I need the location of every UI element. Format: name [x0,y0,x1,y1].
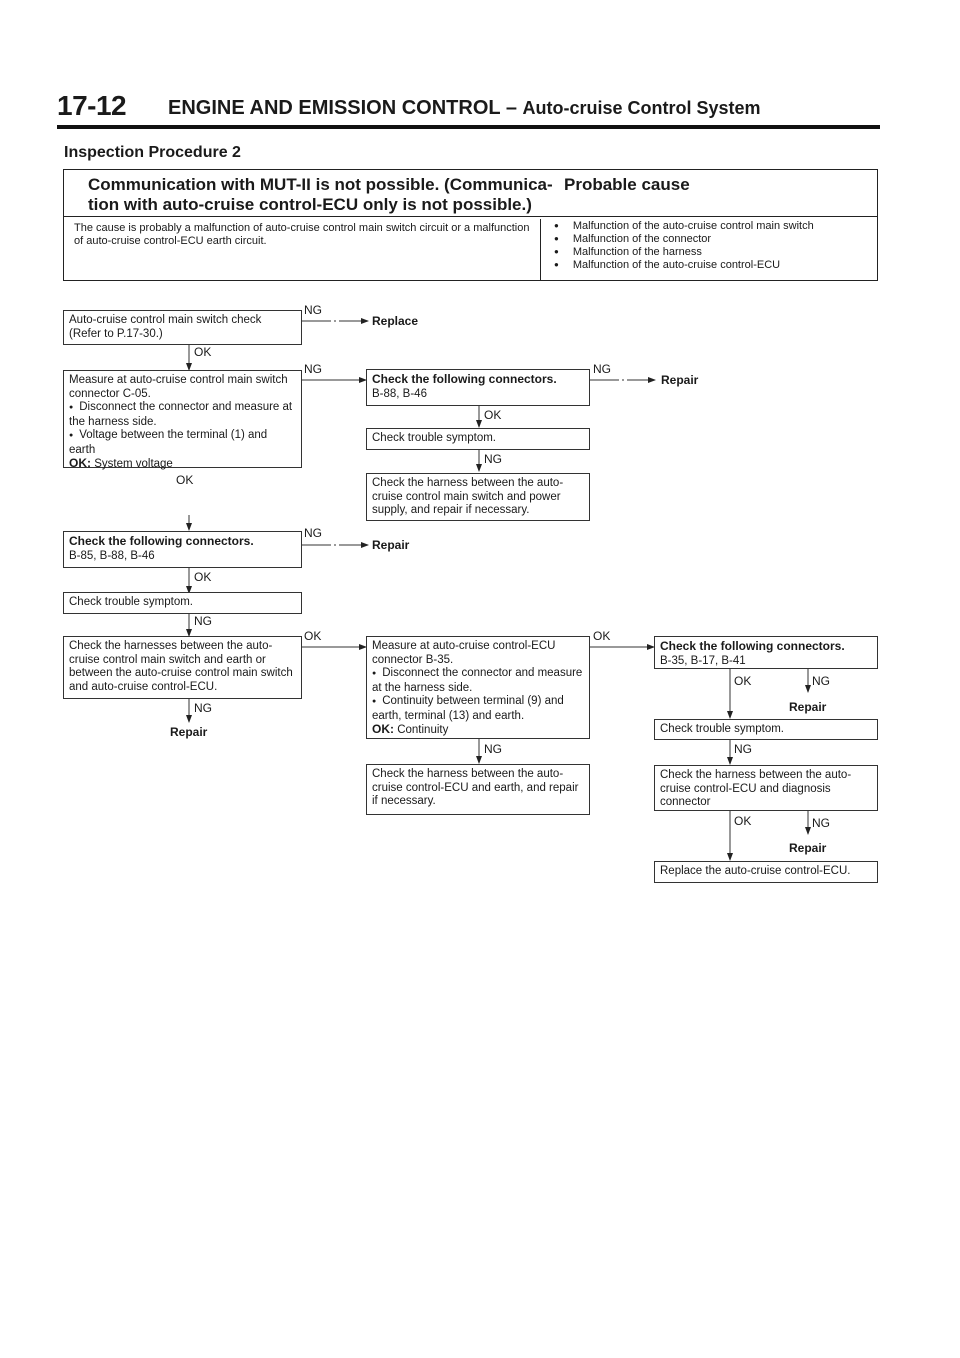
symptom-heading: Communication with MUT-II is not possible. (Communica- tion with auto-cruise control-ECU only is not possible.) [88,175,553,214]
step-check-harnesses-switch: Check the harnesses between the auto-cruise control main switch and earth or between the auto-cruise control main switch and auto-cruise control-ECU. [63,636,302,699]
step-check-connectors-b88-b46 [366,369,590,406]
step-check-connectors-b85 [63,531,302,568]
result-repair: Repair [789,841,827,855]
step-measure-ecu-line1: Measure at auto-cruise control-ECU connector B-35. [372,640,556,666]
branch-label-ng: NG [304,526,322,540]
result-repair: Repair [789,700,827,714]
step-main-switch-check-line2: (Refer to P.17-30.) [69,327,163,340]
branch-label-ng: NG [304,362,322,376]
branch-label-ng: NG [194,614,212,628]
step-measure-ecu-bullet2: ● Continuity between terminal (9) and earth, terminal (13) and earth. [372,695,584,723]
subsection-title: Auto-cruise Control System [522,98,761,118]
step-measure-switch-ok [69,457,296,472]
branch-label-ok: OK [194,570,212,584]
check-connectors-title: Check the following connectors. [372,372,557,386]
step-measure-switch-connector [63,370,302,468]
step-main-switch-check [63,310,302,345]
branch-label-ok: OK [304,629,322,643]
step-measure-switch-bullet2: ● Voltage between the terminal (1) and earth [69,429,296,457]
branch-label-ng: NG [593,362,611,376]
branch-label-ng: NG [484,452,502,466]
step-measure-switch-bullet1: ● Disconnect the connector and measure at the harness side. [69,401,296,429]
title-dash: – [505,97,517,119]
cause-item: ● Malfunction of the auto-cruise control main switch [554,220,814,233]
section-title-main: ENGINE AND EMISSION CONTROL [168,97,501,119]
cause-description: The cause is probably a malfunction of auto-cruise control main switch circuit or a malfunction of auto-cruise control-ECU earth circuit. [74,222,530,247]
step-main-switch-check-line1: Auto-cruise control main switch check [69,314,262,326]
cause-item: ● Malfunction of the connector [554,233,814,246]
branch-label-ng: NG [812,816,830,830]
connector-list: B-88, B-46 [372,387,427,400]
step-measure-ecu-connector [366,636,590,739]
result-repair: Repair [661,373,699,387]
step-check-trouble-symptom-2: Check trouble symptom. [63,592,302,614]
connector-list: B-85, B-88, B-46 [69,549,155,562]
step-measure-switch-line1: Measure at auto-cruise control main switch connector C-05. [69,374,288,400]
probable-cause-heading: Probable cause [564,175,690,194]
result-replace: Replace [372,314,419,328]
ok-value: System voltage [94,458,173,470]
step-check-harness-ecu-earth: Check the harness between the auto-cruise control-ECU and earth, and repair if necessary. [366,764,590,815]
ok-prefix: OK: [69,456,91,470]
branch-label-ok: OK [734,814,752,828]
branch-label-ng: NG [194,701,212,715]
cause-item: ● Malfunction of the harness [554,246,814,259]
branch-label-ok: OK [176,473,194,487]
step-replace-ecu: Replace the auto-cruise control-ECU. [654,861,878,883]
step-measure-ecu-ok [372,723,584,738]
branch-label-ng: NG [484,742,502,756]
branch-label-ok: OK [194,345,212,359]
page-number: 17-12 [57,90,127,121]
branch-label-ng: NG [812,674,830,688]
branch-label-ng: NG [304,303,322,317]
check-connectors-title: Check the following connectors. [660,639,845,653]
branch-label-ok: OK [593,629,611,643]
connector-list: B-35, B-17, B-41 [660,654,746,667]
result-repair: Repair [372,538,410,552]
step-check-trouble-symptom-3: Check trouble symptom. [654,719,878,740]
step-check-connectors-b35 [654,636,878,669]
check-connectors-title: Check the following connectors. [69,534,254,548]
cause-item: ● Malfunction of the auto-cruise control-ECU [554,259,814,272]
step-check-harness-power: Check the harness between the auto-cruise control main switch and power supply, and repair if necessary. [366,473,590,521]
step-measure-ecu-bullet1: ● Disconnect the connector and measure at the harness side. [372,667,584,695]
ok-value: Continuity [397,724,449,736]
branch-label-ng: NG [734,742,752,756]
step-check-trouble-symptom-1: Check trouble symptom. [366,428,590,450]
ok-prefix: OK: [372,722,394,736]
branch-label-ok: OK [734,674,752,688]
result-repair: Repair [170,725,208,739]
branch-label-ok: OK [484,408,502,422]
step-check-harness-diagnosis: Check the harness between the auto-cruise control-ECU and diagnosis connector [654,765,878,811]
procedure-title: Inspection Procedure 2 [64,144,241,161]
